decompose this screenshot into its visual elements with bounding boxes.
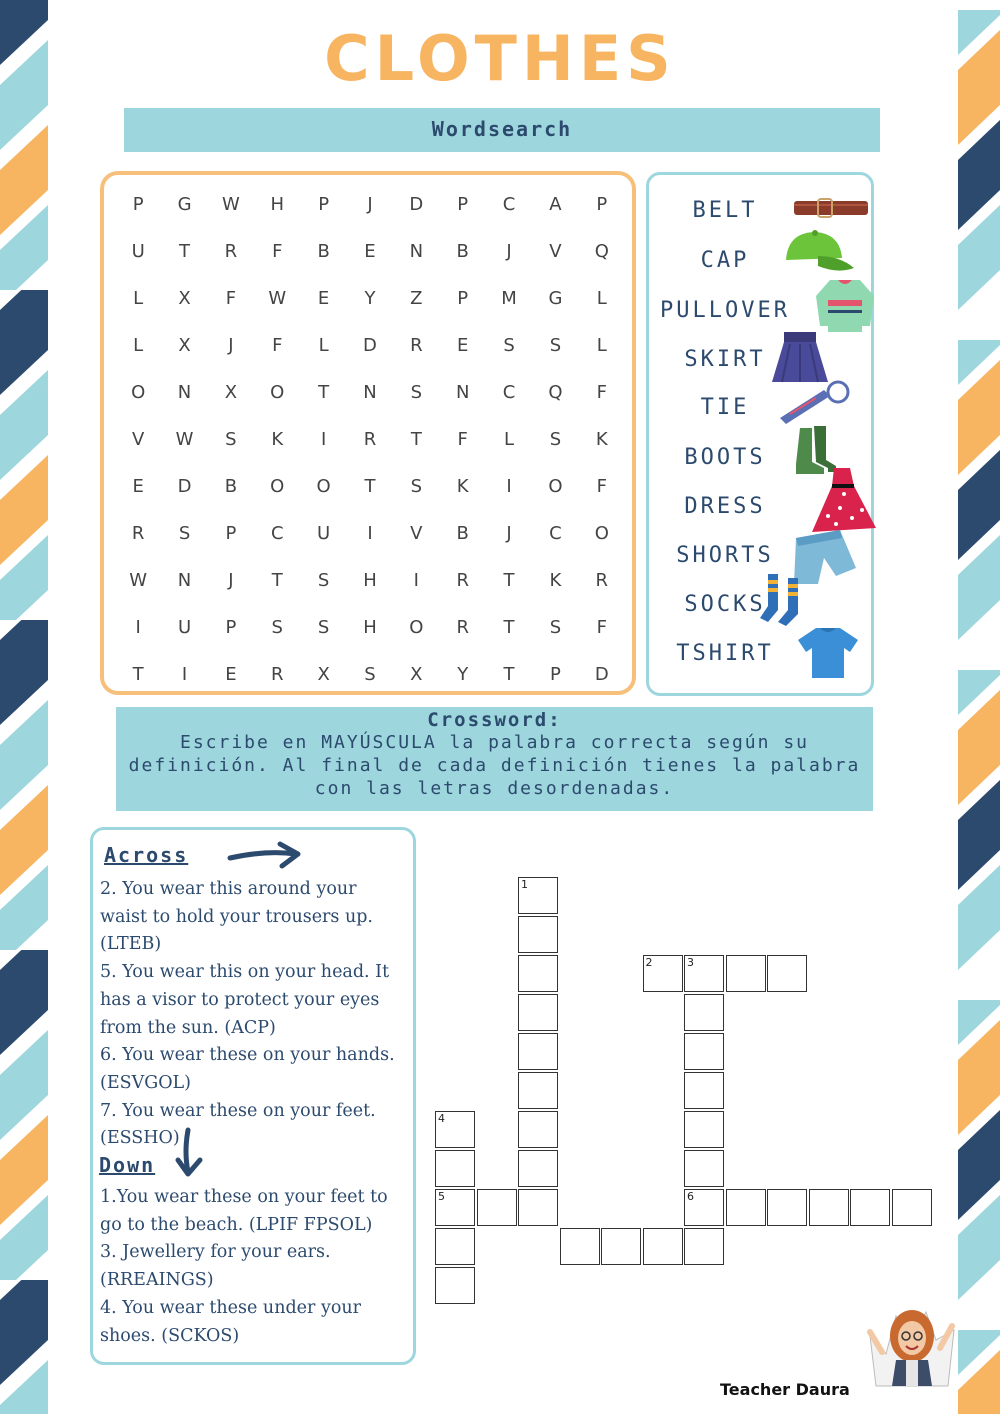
clue-number: 3	[687, 956, 694, 969]
wordsearch-letter[interactable]: J	[228, 335, 234, 356]
wordsearch-row	[115, 228, 625, 275]
wordsearch-letter[interactable]: P	[457, 288, 469, 309]
wordsearch-letter[interactable]: W	[268, 288, 287, 309]
crossword-cell[interactable]	[435, 1111, 475, 1148]
wordsearch-letter[interactable]: E	[132, 476, 144, 497]
down-clues	[100, 1184, 408, 1350]
wordsearch-letter[interactable]: I	[367, 523, 373, 544]
wordsearch-letter[interactable]: J	[228, 570, 234, 591]
wordsearch-letter[interactable]: B	[456, 241, 469, 262]
wordsearch-letter[interactable]: K	[271, 429, 284, 450]
word-skirt: SKIRT	[684, 347, 766, 372]
wordsearch-letter[interactable]: W	[221, 194, 240, 215]
down-heading: Down	[99, 1153, 156, 1177]
crossword-header	[116, 707, 873, 811]
wordsearch-letter[interactable]: R	[456, 617, 469, 638]
wordsearch-letter[interactable]: K	[456, 476, 469, 497]
wordsearch-letter[interactable]: X	[178, 288, 191, 309]
pullover-icon	[814, 274, 876, 334]
tie-icon	[776, 378, 854, 430]
right-arrow-icon	[226, 840, 304, 870]
wordsearch-letter[interactable]: P	[549, 664, 561, 685]
wordsearch-letter[interactable]: X	[410, 664, 423, 685]
wordsearch-letter[interactable]: C	[549, 523, 562, 544]
crossword-cell[interactable]	[518, 994, 558, 1031]
wordsearch-letter[interactable]: T	[503, 570, 515, 591]
wordsearch-letter[interactable]: P	[457, 194, 469, 215]
wordsearch-letter[interactable]: J	[367, 194, 373, 215]
wordsearch-row	[115, 322, 625, 369]
wordsearch-letter[interactable]: E	[457, 335, 469, 356]
wordsearch-letter[interactable]: H	[363, 617, 377, 638]
wordsearch-letter[interactable]: O	[316, 476, 331, 497]
wordsearch-letter[interactable]: S	[410, 476, 423, 497]
wordsearch-letter[interactable]: I	[506, 476, 512, 497]
wordsearch-letter[interactable]: T	[318, 382, 330, 403]
down-clue: 3. Jewellery for your ears. (RREAINGS)	[100, 1242, 331, 1291]
teacher-avatar	[866, 1296, 958, 1388]
crossword-cell[interactable]	[601, 1228, 641, 1265]
cap-icon	[778, 226, 856, 278]
across-clue: 5. You wear this on your head. It has a visor to protect your eyes from the sun. (ACP)	[100, 962, 390, 1038]
wordsearch-letter[interactable]: P	[596, 194, 608, 215]
wordsearch-row	[115, 416, 625, 463]
down-clue: 4. You wear these under your shoes. (SCKOS)	[100, 1297, 362, 1346]
crossword-cell[interactable]	[435, 1150, 475, 1187]
crossword-cell[interactable]	[435, 1189, 475, 1226]
wordsearch-letter[interactable]: D	[594, 664, 609, 685]
wordsearch-letter[interactable]: O	[270, 476, 285, 497]
wordsearch-letter[interactable]: R	[363, 429, 377, 450]
wordsearch-letter[interactable]: F	[457, 429, 468, 450]
wordsearch-letter[interactable]: S	[549, 335, 562, 356]
wordsearch-letter[interactable]: V	[410, 523, 423, 544]
down-arrow-icon	[172, 1126, 206, 1180]
crossword-cell[interactable]	[892, 1189, 932, 1226]
wordsearch-letter[interactable]: J	[506, 241, 512, 262]
wordsearch-letter[interactable]: P	[318, 194, 330, 215]
wordsearch-letter[interactable]: D	[409, 194, 424, 215]
wordsearch-letter[interactable]: S	[549, 429, 562, 450]
word-dress: DRESS	[684, 494, 766, 519]
wordsearch-letter[interactable]: H	[270, 194, 285, 215]
crossword-cell[interactable]	[477, 1189, 517, 1226]
right-stripe-border	[958, 0, 1000, 1414]
wordsearch-letter[interactable]: S	[271, 617, 283, 638]
crossword-cell[interactable]	[684, 1033, 724, 1070]
wordsearch-letter[interactable]: T	[410, 429, 422, 450]
across-heading: Across	[104, 843, 189, 867]
clue-number: 1	[521, 878, 528, 891]
wordsearch-letter[interactable]: G	[548, 288, 563, 309]
wordsearch-letter[interactable]: W	[175, 429, 194, 450]
wordsearch-letter[interactable]: V	[549, 241, 562, 262]
wordsearch-letter[interactable]: S	[364, 664, 376, 685]
wordsearch-letter[interactable]: O	[131, 382, 146, 403]
crossword-cell[interactable]	[518, 1072, 558, 1109]
crossword-cell[interactable]	[518, 955, 558, 992]
word-tshirt: TSHIRT	[676, 641, 774, 666]
wordsearch-letter[interactable]: L	[596, 335, 607, 356]
crossword-cell[interactable]	[518, 1150, 558, 1187]
crossword-cell[interactable]	[684, 1150, 724, 1187]
wordsearch-label: Wordsearch	[431, 117, 573, 141]
wordsearch-row	[115, 181, 625, 228]
clue-number: 4	[438, 1112, 445, 1125]
wordsearch-letter[interactable]: E	[317, 288, 330, 309]
dress-icon	[804, 464, 884, 538]
wordsearch-letter[interactable]: W	[129, 570, 148, 591]
across-clue: 7. You wear these on your feet. (ESSHO)	[100, 1100, 376, 1149]
belt-icon	[792, 196, 870, 222]
wordsearch-grid[interactable]	[115, 181, 625, 698]
wordsearch-letter[interactable]: F	[596, 476, 607, 497]
wordsearch-letter[interactable]: S	[410, 382, 423, 403]
wordsearch-letter[interactable]: E	[225, 664, 237, 685]
wordsearch-letter[interactable]: Q	[548, 382, 563, 403]
crossword-cell[interactable]	[560, 1228, 600, 1265]
wordsearch-letter[interactable]: N	[363, 382, 377, 403]
wordsearch-row	[115, 510, 625, 557]
wordsearch-letter[interactable]: Y	[364, 288, 376, 309]
wordsearch-letter[interactable]: D	[177, 476, 192, 497]
wordsearch-letter[interactable]: O	[270, 382, 285, 403]
crossword-cell[interactable]	[518, 1189, 558, 1226]
wordsearch-letter[interactable]: S	[178, 523, 191, 544]
crossword-cell[interactable]	[518, 877, 558, 914]
wordsearch-letter[interactable]: P	[132, 194, 144, 215]
crossword-cell[interactable]	[684, 955, 724, 992]
wordsearch-letter[interactable]: L	[133, 288, 144, 309]
word-socks: SOCKS	[684, 592, 766, 617]
across-clues	[100, 876, 408, 1153]
crossword-label: Crossword:	[427, 709, 562, 731]
wordsearch-letter[interactable]: Z	[410, 288, 423, 309]
crossword-cell[interactable]	[518, 1111, 558, 1148]
clue-number: 5	[438, 1190, 445, 1203]
word-belt: BELT	[692, 198, 758, 223]
crossword-cell[interactable]	[726, 1189, 766, 1226]
crossword-cell[interactable]	[809, 1189, 849, 1226]
word-shorts: SHORTS	[676, 543, 774, 568]
crossword-cell[interactable]	[518, 916, 558, 953]
crossword-cell[interactable]	[435, 1228, 475, 1265]
wordsearch-letter[interactable]: I	[320, 429, 327, 450]
tshirt-icon	[796, 624, 860, 682]
wordsearch-letter[interactable]: T	[503, 664, 515, 685]
wordsearch-letter[interactable]: B	[317, 241, 330, 262]
wordsearch-letter[interactable]: K	[595, 429, 608, 450]
wordsearch-letter[interactable]: T	[364, 476, 376, 497]
clue-number: 6	[687, 1190, 694, 1203]
crossword-cell[interactable]	[767, 1189, 807, 1226]
wordsearch-letter[interactable]: H	[363, 570, 377, 591]
crossword-cell[interactable]	[643, 955, 683, 992]
wordsearch-letter[interactable]: N	[177, 570, 192, 591]
wordsearch-header	[124, 108, 880, 152]
crossword-cell[interactable]	[726, 955, 766, 992]
wordsearch-letter[interactable]: L	[504, 429, 515, 450]
wordsearch-letter[interactable]: I	[135, 617, 141, 638]
wordsearch-letter[interactable]: D	[363, 335, 377, 356]
wordsearch-letter[interactable]: F	[272, 335, 283, 356]
crossword-cell[interactable]	[684, 1111, 724, 1148]
wordsearch-letter[interactable]: G	[177, 194, 192, 215]
wordsearch-letter[interactable]: I	[413, 570, 419, 591]
wordsearch-letter[interactable]: N	[455, 382, 470, 403]
wordsearch-letter[interactable]: O	[594, 523, 609, 544]
wordsearch-letter[interactable]: T	[271, 570, 283, 591]
wordsearch-letter[interactable]: L	[318, 335, 329, 356]
wordsearch-row	[115, 651, 625, 698]
wordsearch-letter[interactable]: T	[179, 241, 191, 262]
wordsearch-letter[interactable]: C	[502, 194, 516, 215]
wordsearch-letter[interactable]: E	[364, 241, 376, 262]
left-stripe-border	[0, 0, 48, 1414]
wordsearch-letter[interactable]: F	[225, 288, 237, 309]
wordsearch-row	[115, 463, 625, 510]
wordsearch-letter[interactable]: F	[272, 241, 283, 262]
word-tie: TIE	[700, 395, 750, 420]
wordsearch-letter[interactable]: Q	[594, 241, 609, 262]
crossword-instructions: Escribe en MAYÚSCULA la palabra correcta según su definición. Al final de cada definición tienes la palabra con las letras desordenadas.	[128, 732, 861, 799]
crossword-cell[interactable]	[767, 955, 807, 992]
crossword-cell[interactable]	[435, 1267, 475, 1304]
wordsearch-letter[interactable]: S	[317, 617, 330, 638]
page-title: CLOTHES	[324, 22, 676, 95]
clue-number: 2	[645, 956, 653, 969]
crossword-cell[interactable]	[643, 1228, 683, 1265]
wordsearch-letter[interactable]: L	[596, 288, 607, 309]
crossword-cell[interactable]	[518, 1033, 558, 1070]
wordsearch-letter[interactable]: J	[506, 523, 512, 544]
wordsearch-letter[interactable]: V	[132, 429, 145, 450]
wordsearch-letter[interactable]: R	[595, 570, 609, 591]
wordsearch-letter[interactable]: O	[409, 617, 424, 638]
wordsearch-letter[interactable]: R	[271, 664, 284, 685]
wordsearch-letter[interactable]: I	[181, 664, 188, 685]
wordsearch-letter[interactable]: M	[501, 288, 517, 309]
wordsearch-letter[interactable]: P	[225, 523, 237, 544]
wordsearch-letter[interactable]: C	[502, 382, 516, 403]
wordsearch-letter[interactable]: F	[596, 382, 607, 403]
wordsearch-letter[interactable]: A	[549, 194, 562, 215]
wordsearch-letter[interactable]: R	[410, 335, 423, 356]
word-pullover: PULLOVER	[660, 298, 790, 323]
crossword-cell[interactable]	[684, 1072, 724, 1109]
wordsearch-letter[interactable]: U	[131, 241, 145, 262]
wordsearch-letter[interactable]: T	[503, 617, 515, 638]
wordsearch-letter[interactable]: U	[317, 523, 331, 544]
wordsearch-letter[interactable]: S	[503, 335, 515, 356]
word-cap: CAP	[700, 248, 750, 273]
crossword-cell[interactable]	[684, 994, 724, 1031]
crossword-cell[interactable]	[684, 1189, 724, 1226]
wordsearch-letter[interactable]: R	[131, 523, 145, 544]
wordsearch-letter[interactable]: L	[133, 335, 144, 356]
down-clue: 1.You wear these on your feet to go to the beach. (LPIF FPSOL)	[100, 1187, 388, 1235]
socks-icon	[756, 570, 810, 630]
wordsearch-letter[interactable]: P	[225, 617, 237, 638]
wordsearch-letter[interactable]: R	[224, 241, 238, 262]
wordsearch-row	[115, 275, 625, 322]
crossword-cell[interactable]	[850, 1189, 890, 1226]
wordsearch-letter[interactable]: S	[317, 570, 330, 591]
across-clue: 2. You wear this around your waist to hold your trousers up. (LTEB)	[100, 879, 373, 955]
across-clue: 6. You wear these on your hands. (ESVGOL)	[100, 1045, 395, 1093]
wordsearch-letter[interactable]: O	[548, 476, 563, 497]
wordsearch-row	[115, 557, 625, 604]
wordsearch-letter[interactable]: S	[549, 617, 562, 638]
crossword-cell[interactable]	[684, 1228, 724, 1265]
wordsearch-row	[115, 369, 625, 416]
wordsearch-letter[interactable]: F	[596, 617, 607, 638]
wordsearch-letter[interactable]: X	[224, 382, 238, 403]
wordsearch-letter[interactable]: U	[177, 617, 192, 638]
wordsearch-letter[interactable]: R	[456, 570, 469, 591]
wordsearch-letter[interactable]: S	[225, 429, 237, 450]
wordsearch-letter[interactable]: Y	[457, 664, 469, 685]
wordsearch-letter[interactable]: X	[178, 335, 191, 356]
wordsearch-letter[interactable]: B	[224, 476, 238, 497]
wordsearch-letter[interactable]: T	[132, 664, 144, 685]
wordsearch-letter[interactable]: B	[456, 523, 469, 544]
word-boots: BOOTS	[684, 445, 766, 470]
wordsearch-letter[interactable]: N	[177, 382, 192, 403]
wordsearch-letter[interactable]: C	[270, 523, 284, 544]
wordsearch-letter[interactable]: N	[409, 241, 424, 262]
wordsearch-row	[115, 604, 625, 651]
wordsearch-letter[interactable]: K	[549, 570, 562, 591]
wordsearch-letter[interactable]: X	[317, 664, 330, 685]
author-signature: Teacher Daura	[720, 1380, 850, 1399]
